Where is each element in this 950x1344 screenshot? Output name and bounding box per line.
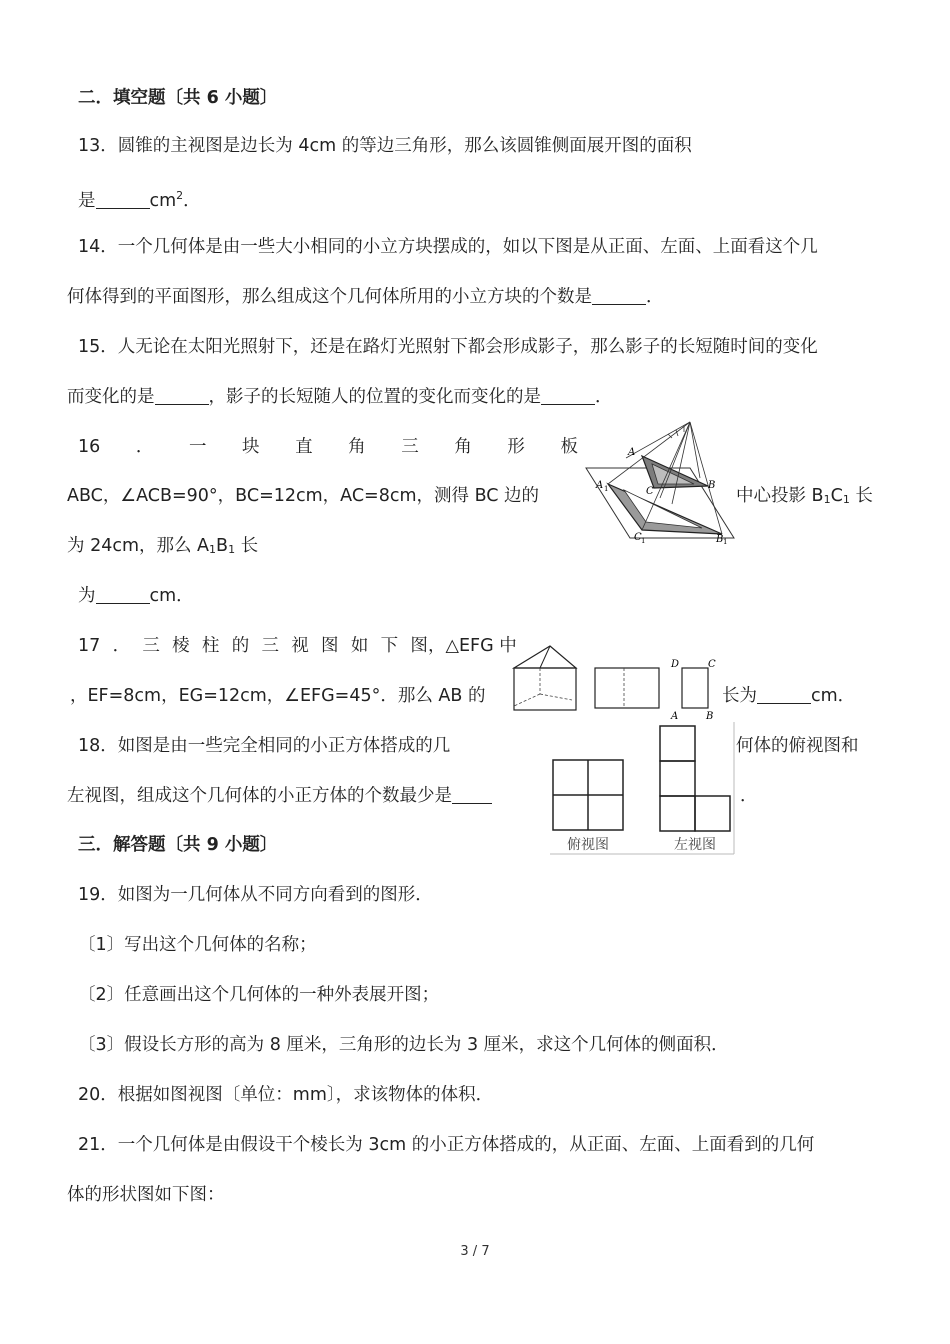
- section-3-count: 9: [206, 835, 219, 855]
- section-3-heading-text: 三．解答题〔共: [78, 835, 201, 855]
- q16-ray-arrows: [668, 426, 684, 438]
- q17-w3: 棱: [172, 636, 190, 656]
- q16-line4-unit: cm．: [149, 586, 194, 606]
- q17-line2: ，EF=8cm，EG=12cm，∠EFG=45°．那么 AB 的: [70, 686, 486, 706]
- q16-w0: 16: [78, 437, 101, 457]
- q14-end: ．: [646, 287, 664, 307]
- q17-label-c: C: [708, 659, 716, 670]
- q16-line3b: B: [216, 536, 229, 556]
- q17-w6: 三: [261, 636, 279, 656]
- q16-w5: 角: [348, 437, 366, 457]
- q16-w2: 一: [188, 437, 207, 457]
- q16-a1-sub: 1: [209, 543, 217, 556]
- q18-top-view: [553, 760, 623, 830]
- section-2-heading: [78, 86, 277, 110]
- q16-label-b1-sub: 1: [723, 538, 728, 544]
- q18-end: ．: [740, 786, 758, 806]
- q17-line2-right: [722, 684, 855, 708]
- q16-w8: 形: [507, 437, 525, 457]
- q18-views-figure: [550, 720, 736, 856]
- q16-w7: 角: [454, 437, 472, 457]
- q16-line3c: 长: [235, 536, 259, 556]
- q18-line2: [67, 784, 492, 808]
- q20-line1: 20．根据如图视图〔单位：mm〕，求该物体的体积．: [78, 1085, 494, 1105]
- q16-label-a: A: [628, 447, 636, 458]
- q15-end: ．: [595, 387, 613, 407]
- q16-w1: ．: [135, 437, 154, 457]
- q16-label-c1: C: [634, 532, 642, 543]
- q16-w6: 三: [401, 437, 419, 457]
- q13-line2: [78, 184, 201, 213]
- q13-end: ．: [183, 191, 201, 211]
- q14-line1: 14．一个几何体是由一些大小相同的小立方块摆成的，如以下图是从正面、左面、上面看这个几: [78, 237, 818, 257]
- q16-line1: [78, 435, 578, 459]
- q15-blank-1: [155, 386, 209, 405]
- q16-w3: 块: [242, 437, 260, 457]
- q16-line3: [67, 534, 258, 562]
- q17-line1-words: [78, 634, 428, 658]
- q17-w2: 三: [142, 636, 160, 656]
- q16-c1: C: [830, 486, 843, 506]
- q18-top-view-caption: 俯视图: [567, 837, 609, 853]
- q13-unit: cm: [149, 191, 177, 211]
- q17-w9: 如: [350, 636, 369, 656]
- q16-label-b: B: [708, 480, 716, 491]
- q15-blank-2: [541, 386, 595, 405]
- q15-line1: 15．人无论在太阳光照射下，还是在路灯光照射下都会形成影子，那么影子的长短随时间的变化: [78, 337, 818, 357]
- q16-line4: [78, 584, 194, 608]
- q17-w0: 17: [78, 636, 101, 656]
- q13-answer-blank: [96, 190, 150, 209]
- q16-triangle-inner: [652, 464, 694, 484]
- q17-prism-figure: [510, 640, 580, 716]
- q17-w8: 图: [321, 636, 339, 656]
- q16-label-a1: A: [596, 480, 604, 491]
- q13-pre: 是: [78, 191, 96, 211]
- q17-w7: 视: [291, 636, 309, 656]
- q18-answer-blank: [452, 785, 492, 804]
- q19-part2: 〔2〕任意画出这个几何体的一种外表展开图；: [78, 985, 440, 1005]
- q16-w4: 直: [295, 437, 313, 457]
- q16-label-c: C: [646, 486, 654, 497]
- q21-line1: 21．一个几何体是由假设干个棱长为 3cm 的小正方体搭成的，从正面、左面、上面看到的几何: [78, 1135, 815, 1155]
- q17-w10: 下: [380, 636, 399, 656]
- q17-answer-blank: [757, 685, 811, 704]
- q13-unit-sup: 2: [176, 189, 184, 202]
- q18-line1a: 18．如图是由一些完全相同的小正方体搭成的几: [78, 736, 451, 756]
- q14-line2-text: 何体得到的平面图形，那么组成这个几何体所用的小立方块的个数是: [67, 287, 592, 307]
- q19-line1: 19．如图为一几何体从不同方向看到的图形．: [78, 885, 433, 905]
- q17-front-view: [594, 666, 660, 712]
- q17-line1-tail: ，△EFG 中: [428, 636, 517, 656]
- q17-w4: 柱: [201, 636, 220, 656]
- q15-line2a: 而变化的是: [67, 387, 155, 407]
- q16-label-a1-sub: 1: [604, 485, 609, 493]
- q17-prism-hidden-edge-2: [514, 694, 540, 706]
- q19-part3: 〔3〕假设长方形的高为 8 厘米，三角形的边长为 3 厘米，求这个几何体的侧面积．: [78, 1035, 729, 1055]
- q14-line2: [67, 285, 664, 309]
- q13-line1: 13．圆锥的主视图是边长为 4cm 的等边三角形，那么该圆锥侧面展开图的面积: [78, 136, 692, 156]
- q16-projection-figure: [580, 418, 740, 544]
- q16-b1-sub: 1: [823, 493, 831, 506]
- q16-c1-sub: 1: [842, 493, 850, 506]
- q16-b1: 中心投影 B: [736, 486, 824, 506]
- q16-w9: 板: [560, 437, 578, 457]
- q16-line2-left: ABC，∠ACB=90°，BC=12cm，AC=8cm，测得 BC 边的: [67, 486, 540, 506]
- q21-line2: 体的形状图如下图：: [67, 1185, 225, 1205]
- q16-line4-pre: 为: [78, 586, 96, 606]
- section-3-heading: [78, 833, 277, 857]
- q17-unit: cm．: [811, 686, 856, 706]
- section-2-count: 6: [206, 88, 219, 108]
- q17-side-rect: [682, 668, 708, 708]
- q18-left-view: [660, 726, 730, 831]
- q19-part1: 〔1〕写出这个几何体的名称；: [78, 935, 317, 955]
- q17-length-label: 长为: [722, 686, 757, 706]
- q17-side-view: [666, 656, 722, 722]
- page-number: 3 / 7: [460, 1244, 490, 1259]
- q17-prism-front: [514, 668, 576, 710]
- q18-line1b: 何体的俯视图和: [736, 736, 859, 756]
- q15-line2: [67, 385, 613, 409]
- q16-line2-right: [736, 484, 873, 512]
- q18-line2-text: 左视图，组成这个几何体的小正方体的个数最少是: [67, 786, 452, 806]
- q16-label-c1-sub: 1: [641, 537, 646, 544]
- q15-line2b: ，影子的长短随人的位置的变化而变化的是: [208, 387, 541, 407]
- q16-label-b1: B: [716, 534, 724, 544]
- q17-label-d: D: [671, 659, 680, 670]
- section-2-tail: 小题〕: [224, 88, 278, 108]
- q18-left-view-caption: 左视图: [674, 837, 716, 853]
- q16-b1-sub: 1: [228, 543, 236, 556]
- q17-w11: 图: [410, 636, 428, 656]
- q16-length: 长: [849, 486, 873, 506]
- q16-line3a: 为 24cm，那么 A: [67, 536, 210, 556]
- q17-w1: ．: [112, 636, 131, 656]
- q17-prism-hidden-edge-3: [540, 694, 572, 700]
- q17-label-b: B: [706, 711, 714, 722]
- section-2-heading-text: 二．填空题〔共: [78, 88, 201, 108]
- q17-label-a: A: [671, 711, 679, 722]
- q14-answer-blank: [592, 286, 646, 305]
- section-3-tail: 小题〕: [224, 835, 278, 855]
- q16-answer-blank: [96, 585, 150, 604]
- q17-w5: 的: [231, 636, 250, 656]
